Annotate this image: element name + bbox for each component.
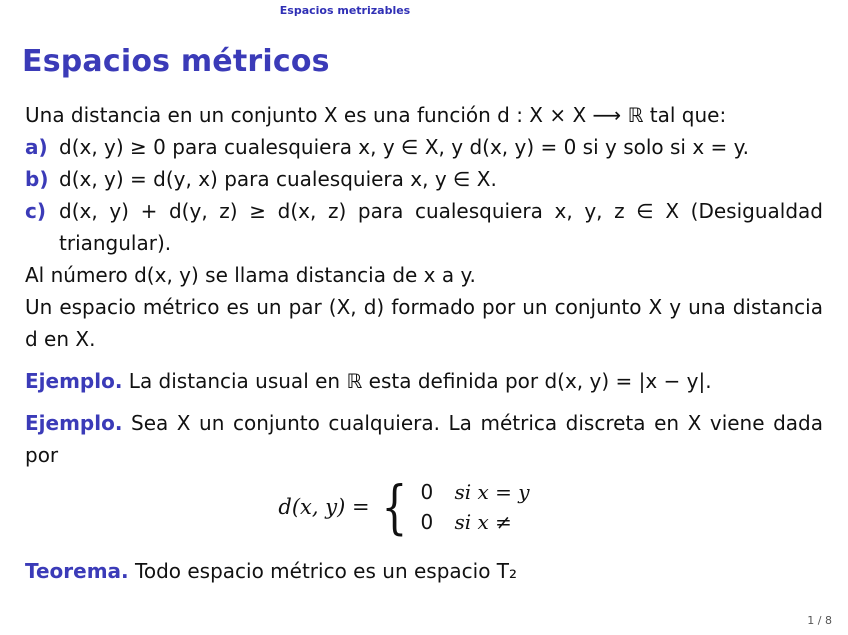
example-label: Ejemplo. bbox=[25, 411, 123, 435]
axiom-c-label: c) bbox=[25, 199, 46, 223]
axiom-c bbox=[25, 195, 823, 259]
left-brace: { bbox=[381, 473, 407, 541]
theorem-text: Todo espacio métrico es un espacio T₂ bbox=[135, 559, 518, 583]
case-condition: si x ≠ bbox=[454, 510, 512, 534]
axiom-a-label: a) bbox=[25, 135, 48, 159]
definition-intro: Una distancia en un conjunto X es una función d : X × X ⟶ ℝ tal que: bbox=[25, 103, 727, 127]
axiom-b-text: d(x, y) = d(y, x) para cualesquiera x, y ∈ X. bbox=[59, 167, 497, 191]
example-text: La distancia usual en ℝ esta definida por d(x, y) = |x − y|. bbox=[128, 369, 712, 393]
theorem-label: Teorema. bbox=[25, 559, 129, 583]
example-discrete-metric bbox=[25, 407, 823, 471]
formula-lhs: d(x, y) = bbox=[278, 495, 370, 519]
frame-title: Espacios métricos bbox=[22, 44, 330, 79]
case-value: 0 bbox=[420, 480, 434, 504]
axiom-b-label: b) bbox=[25, 167, 49, 191]
example-text: Sea X un conjunto cualquiera. La métrica discreta en X viene dada por bbox=[25, 411, 823, 467]
slide-content bbox=[25, 99, 823, 587]
case-row bbox=[421, 507, 530, 537]
axiom-a-text: d(x, y) ≥ 0 para cualesquiera x, y ∈ X, y d(x, y) = 0 si y solo si x = y. bbox=[59, 135, 749, 159]
case-value: 0 bbox=[420, 510, 434, 534]
cases-body bbox=[421, 477, 530, 537]
axiom-c-text: d(x, y) + d(y, z) ≥ d(x, z) para cualesquiera x, y, z ∈ X (Desigualdad triangular). bbox=[59, 199, 823, 255]
theorem bbox=[25, 555, 823, 587]
discrete-metric-formula bbox=[25, 473, 823, 541]
axiom-a bbox=[25, 131, 823, 163]
section-header: Espacios metrizables bbox=[279, 4, 411, 17]
case-condition: si x = y bbox=[454, 480, 530, 504]
example-label: Ejemplo. bbox=[25, 369, 123, 393]
case-row bbox=[421, 477, 530, 507]
axiom-b bbox=[25, 163, 823, 195]
distance-note: Al número d(x, y) se llama distancia de x a y. bbox=[25, 263, 476, 287]
example-usual-distance bbox=[25, 365, 823, 397]
page-number: 1 / 8 bbox=[807, 614, 832, 627]
metric-space-definition: Un espacio métrico es un par (X, d) formado por un conjunto X y una distancia d en X. bbox=[25, 295, 823, 351]
